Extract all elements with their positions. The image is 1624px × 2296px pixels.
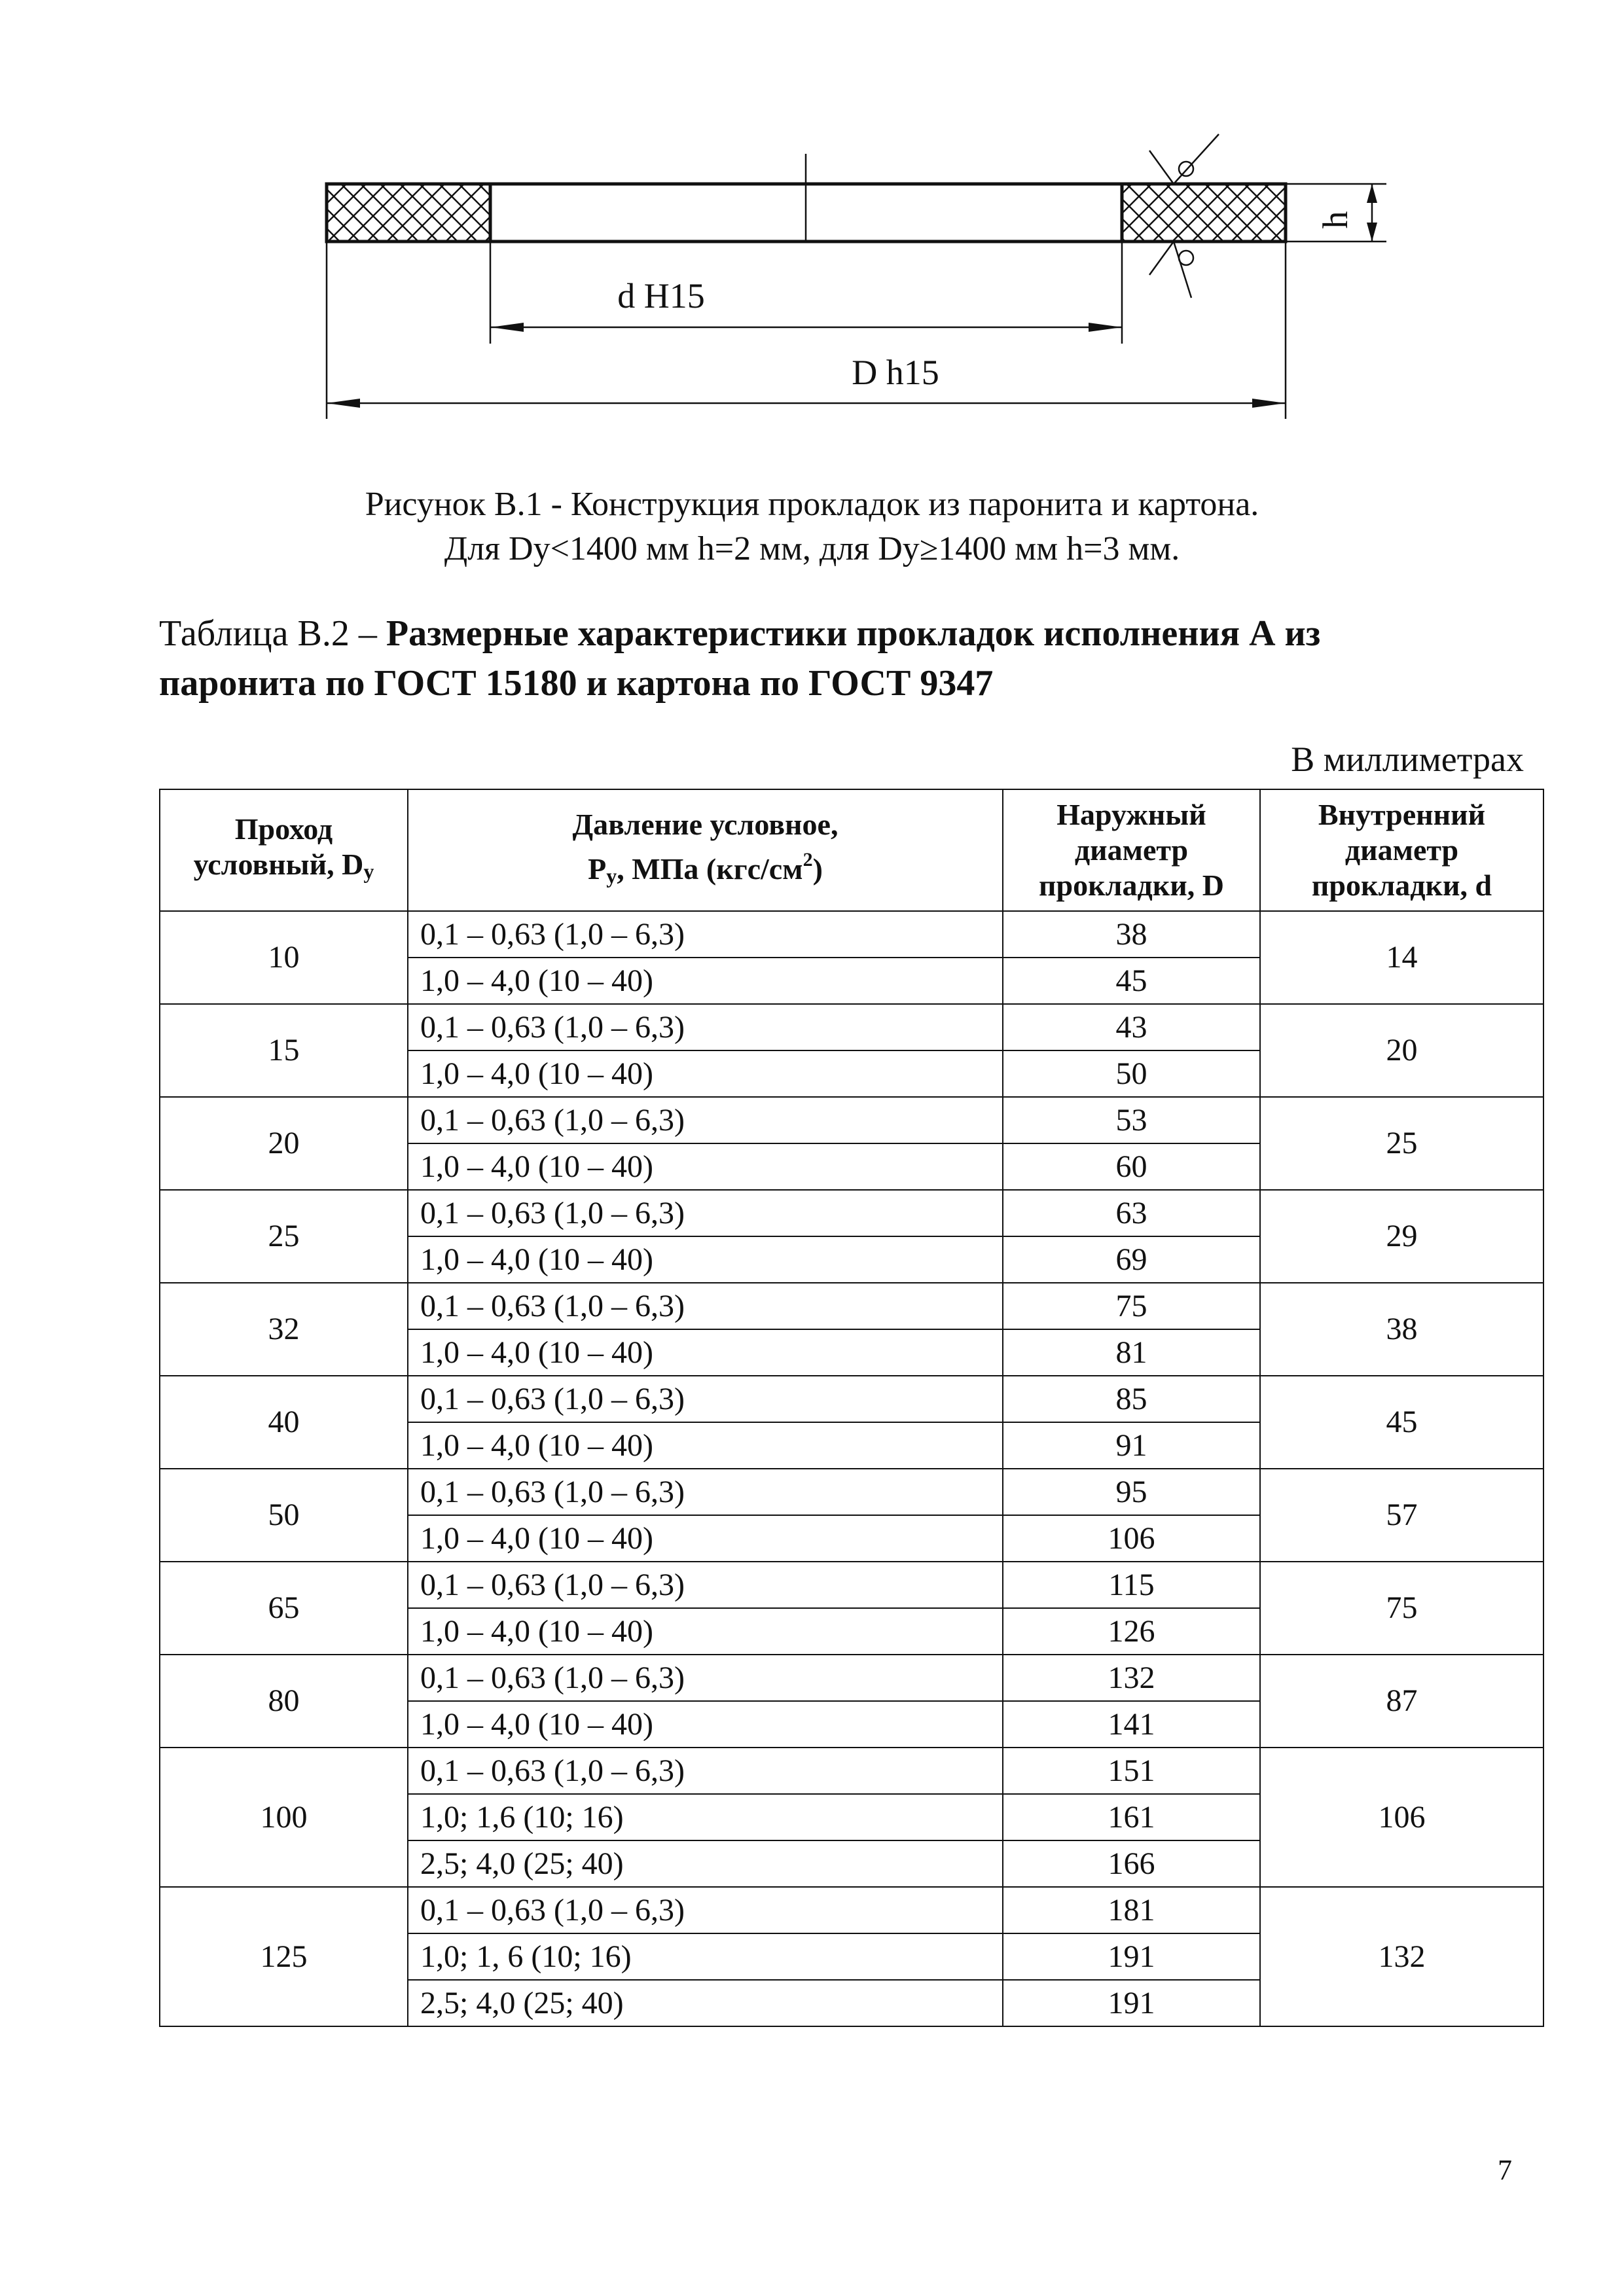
table-row	[160, 1004, 1543, 1050]
cell-inner-diameter: 14	[1260, 911, 1543, 1004]
cell-pressure: 1,0 – 4,0 (10 – 40)	[408, 1608, 1003, 1655]
cell-pressure: 0,1 – 0,63 (1,0 – 6,3)	[408, 1748, 1003, 1794]
cell-outer-diameter: 63	[1003, 1190, 1260, 1236]
cell-pressure: 0,1 – 0,63 (1,0 – 6,3)	[408, 1562, 1003, 1608]
cell-pressure: 1,0 – 4,0 (10 – 40)	[408, 1422, 1003, 1469]
header-outer-diameter: Наружный диаметр прокладки, D	[1003, 789, 1260, 911]
cell-nominal-bore: 50	[160, 1469, 408, 1562]
cell-nominal-bore: 20	[160, 1097, 408, 1190]
unit-note: В миллиметрах	[1291, 740, 1524, 779]
cell-inner-diameter: 106	[1260, 1748, 1543, 1887]
cell-inner-diameter: 29	[1260, 1190, 1543, 1283]
gasket-dimensions-table	[159, 789, 1544, 2027]
table-row	[160, 1190, 1543, 1236]
outer-diameter-dimension	[327, 242, 1286, 419]
cell-pressure: 0,1 – 0,63 (1,0 – 6,3)	[408, 1887, 1003, 1933]
thickness-label: h	[1316, 211, 1355, 229]
cell-pressure: 1,0 – 4,0 (10 – 40)	[408, 1143, 1003, 1190]
cell-nominal-bore: 32	[160, 1283, 408, 1376]
cell-outer-diameter: 166	[1003, 1840, 1260, 1887]
inner-diameter-label: d H15	[617, 276, 705, 315]
cell-outer-diameter: 69	[1003, 1236, 1260, 1283]
cell-outer-diameter: 191	[1003, 1933, 1260, 1980]
cell-outer-diameter: 151	[1003, 1748, 1260, 1794]
cell-pressure: 0,1 – 0,63 (1,0 – 6,3)	[408, 1469, 1003, 1515]
outer-diameter-label: D h15	[852, 353, 939, 392]
cell-inner-diameter: 25	[1260, 1097, 1543, 1190]
cell-outer-diameter: 91	[1003, 1422, 1260, 1469]
header-inner-diameter: Внутренний диаметр прокладки, d	[1260, 789, 1543, 911]
cell-outer-diameter: 75	[1003, 1283, 1260, 1329]
table-header-row	[160, 789, 1543, 911]
cell-outer-diameter: 81	[1003, 1329, 1260, 1376]
cell-outer-diameter: 60	[1003, 1143, 1260, 1190]
cell-outer-diameter: 53	[1003, 1097, 1260, 1143]
cell-inner-diameter: 20	[1260, 1004, 1543, 1097]
cell-nominal-bore: 100	[160, 1748, 408, 1887]
cell-inner-diameter: 38	[1260, 1283, 1543, 1376]
cell-pressure: 1,0; 1,6 (10; 16)	[408, 1794, 1003, 1840]
table-title-prefix: Таблица В.2 –	[159, 613, 386, 654]
cell-pressure: 1,0; 1, 6 (10; 16)	[408, 1933, 1003, 1980]
cell-pressure: 1,0 – 4,0 (10 – 40)	[408, 1701, 1003, 1748]
table-row	[160, 1562, 1543, 1608]
cell-pressure: 0,1 – 0,63 (1,0 – 6,3)	[408, 1097, 1003, 1143]
cell-outer-diameter: 181	[1003, 1887, 1260, 1933]
cell-pressure: 0,1 – 0,63 (1,0 – 6,3)	[408, 1283, 1003, 1329]
hatched-section-right	[1122, 184, 1286, 242]
cell-pressure: 0,1 – 0,63 (1,0 – 6,3)	[408, 1376, 1003, 1422]
cell-nominal-bore: 125	[160, 1887, 408, 2026]
table-title-bold-1: Размерные характеристики прокладок исполнения А из	[386, 613, 1321, 654]
roughness-mark-bottom	[1149, 242, 1193, 298]
cell-outer-diameter: 106	[1003, 1515, 1260, 1562]
cell-nominal-bore: 10	[160, 911, 408, 1004]
figure-caption-line2: Для Dy<1400 мм h=2 мм, для Dy≥1400 мм h=3 мм.	[444, 530, 1180, 567]
table-row	[160, 911, 1543, 958]
table-row	[160, 1655, 1543, 1701]
cell-outer-diameter: 141	[1003, 1701, 1260, 1748]
cell-pressure: 1,0 – 4,0 (10 – 40)	[408, 1236, 1003, 1283]
cell-pressure: 0,1 – 0,63 (1,0 – 6,3)	[408, 1655, 1003, 1701]
header-nominal-pressure: Давление условное, $P_у$, МПа $(кгс/см^2)$	[408, 789, 1003, 911]
page-number: 7	[1498, 2154, 1512, 2186]
table-title	[159, 609, 1468, 708]
cell-nominal-bore: 65	[160, 1562, 408, 1655]
roughness-mark-top	[1149, 134, 1219, 184]
header-nominal-bore: Проход условный, $D_у$	[160, 789, 408, 911]
cell-nominal-bore: 40	[160, 1376, 408, 1469]
table-title-bold-2: паронита по ГОСТ 15180 и картона по ГОСТ 9347	[159, 663, 994, 704]
table-row	[160, 1748, 1543, 1794]
cell-outer-diameter: 191	[1003, 1980, 1260, 2026]
cell-inner-diameter: 57	[1260, 1469, 1543, 1562]
table-row	[160, 1376, 1543, 1422]
table-row	[160, 1887, 1543, 1933]
inner-diameter-dimension	[490, 242, 1122, 344]
cell-nominal-bore: 80	[160, 1655, 408, 1748]
cell-pressure: 2,5; 4,0 (25; 40)	[408, 1840, 1003, 1887]
cell-nominal-bore: 25	[160, 1190, 408, 1283]
cell-inner-diameter: 75	[1260, 1562, 1543, 1655]
hatched-section-left	[327, 184, 490, 242]
cell-pressure: 1,0 – 4,0 (10 – 40)	[408, 958, 1003, 1004]
cell-outer-diameter: 115	[1003, 1562, 1260, 1608]
cell-outer-diameter: 126	[1003, 1608, 1260, 1655]
cell-outer-diameter: 50	[1003, 1050, 1260, 1097]
cell-pressure: 1,0 – 4,0 (10 – 40)	[408, 1515, 1003, 1562]
cell-inner-diameter: 87	[1260, 1655, 1543, 1748]
cell-outer-diameter: 85	[1003, 1376, 1260, 1422]
cell-pressure: 2,5; 4,0 (25; 40)	[408, 1980, 1003, 2026]
cell-outer-diameter: 38	[1003, 911, 1260, 958]
gasket-drawing	[0, 0, 1624, 458]
cell-nominal-bore: 15	[160, 1004, 408, 1097]
table-row	[160, 1469, 1543, 1515]
cell-outer-diameter: 161	[1003, 1794, 1260, 1840]
cell-outer-diameter: 45	[1003, 958, 1260, 1004]
cell-pressure: 1,0 – 4,0 (10 – 40)	[408, 1329, 1003, 1376]
cell-pressure: 0,1 – 0,63 (1,0 – 6,3)	[408, 911, 1003, 958]
cell-outer-diameter: 132	[1003, 1655, 1260, 1701]
cell-pressure: 0,1 – 0,63 (1,0 – 6,3)	[408, 1004, 1003, 1050]
cell-outer-diameter: 95	[1003, 1469, 1260, 1515]
figure-caption-line1: Рисунок В.1 - Конструкция прокладок из паронита и картона.	[365, 486, 1259, 523]
cell-inner-diameter: 132	[1260, 1887, 1543, 2026]
cell-inner-diameter: 45	[1260, 1376, 1543, 1469]
cell-outer-diameter: 43	[1003, 1004, 1260, 1050]
cell-pressure: 1,0 – 4,0 (10 – 40)	[408, 1050, 1003, 1097]
table-row	[160, 1283, 1543, 1329]
table-row	[160, 1097, 1543, 1143]
cell-pressure: 0,1 – 0,63 (1,0 – 6,3)	[408, 1190, 1003, 1236]
